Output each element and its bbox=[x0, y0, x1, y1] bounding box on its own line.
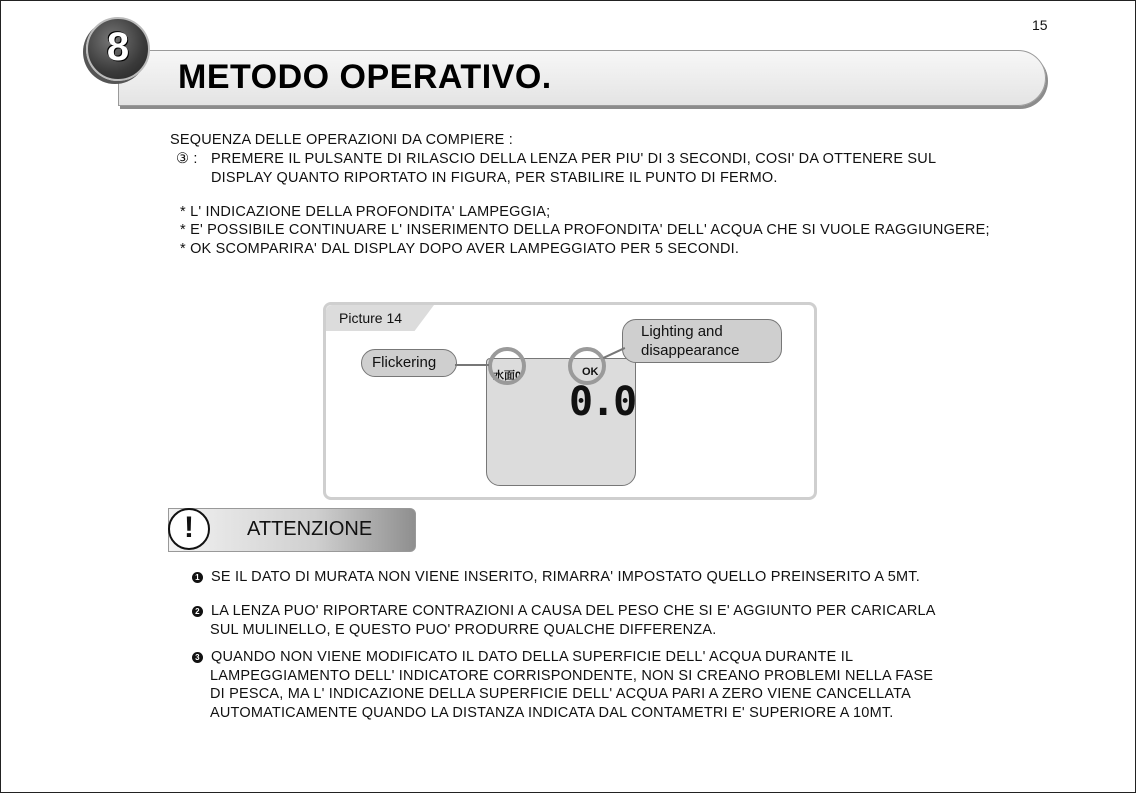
attention-item-2-line-1: LA LENZA PUO' RIPORTARE CONTRAZIONI A CAUSA DEL PESO CHE SI E' AGGIUNTO PER CARICARLA bbox=[211, 603, 936, 619]
page-title: METODO OPERATIVO. bbox=[178, 58, 552, 96]
attention-item-2-line-2: SUL MULINELLO, E QUESTO PUO' PRODURRE QUALCHE DIFFERENZA. bbox=[210, 622, 717, 638]
lcd-ok-indicator: OK bbox=[582, 366, 599, 378]
attention-label: ATTENZIONE bbox=[247, 518, 373, 540]
chapter-number: 8 bbox=[106, 25, 130, 69]
step-line-1: PREMERE IL PULSANTE DI RILASCIO DELLA LENZA PER PIU' DI 3 SECONDI, COSI' DA OTTENERE SUL bbox=[211, 151, 937, 167]
lighting-callout-line-2: disappearance bbox=[641, 342, 740, 359]
flickering-callout bbox=[361, 349, 457, 377]
attention-item-1 bbox=[192, 569, 920, 585]
bullet-number-icon: 1 bbox=[192, 572, 203, 583]
flickering-callout-label: Flickering bbox=[372, 354, 437, 371]
attention-item-1-line-1: SE IL DATO DI MURATA NON VIENE INSERITO, RIMARRA' IMPOSTATO QUELLO PREINSERITO A 5MT. bbox=[211, 569, 920, 585]
attention-item-3-line-4: AUTOMATICAMENTE QUANDO LA DISTANZA INDICATA DAL CONTAMETRI E' SUPERIORE A 10MT. bbox=[210, 705, 894, 721]
step-line-2: DISPLAY QUANTO RIPORTATO IN FIGURA, PER STABILIRE IL PUNTO DI FERMO. bbox=[211, 170, 778, 186]
note-2: * E' POSSIBILE CONTINUARE L' INSERIMENTO DELLA PROFONDITA' DELL' ACQUA CHE SI VUOLE RAGGIUNGERE; bbox=[180, 222, 990, 238]
attention-item-3-line-1: QUANDO NON VIENE MODIFICATO IL DATO DELLA SUPERFICIE DELL' ACQUA DURANTE IL bbox=[211, 649, 854, 665]
bullet-number-icon: 2 bbox=[192, 606, 203, 617]
picture-tab-label: Picture 14 bbox=[339, 310, 403, 326]
note-3: * OK SCOMPARIRA' DAL DISPLAY DOPO AVER LAMPEGGIATO PER 5 SECONDI. bbox=[180, 241, 740, 257]
chapter-badge bbox=[86, 17, 150, 81]
warning-icon: ! bbox=[168, 508, 210, 550]
lcd-depth-value: 0.0 bbox=[569, 379, 636, 425]
flickering-callout-line bbox=[455, 364, 489, 366]
attention-item-3 bbox=[192, 649, 853, 665]
step-marker: ③ : bbox=[176, 151, 198, 167]
attention-item-3-line-3: DI PESCA, MA L' INDICAZIONE DELLA SUPERFICIE DELL' ACQUA PARI A ZERO VIENE CANCELLATA bbox=[210, 686, 912, 702]
attention-item-3-line-2: LAMPEGGIAMENTO DELL' INDICATORE CORRISPONDENTE, NON SI CREANO PROBLEMI NELLA FASE bbox=[210, 668, 934, 684]
attention-item-2 bbox=[192, 603, 936, 619]
lighting-callout-line-1: Lighting and bbox=[641, 323, 723, 340]
lcd-surface-indicator: 水面0 bbox=[493, 370, 522, 382]
ok-highlight-ring bbox=[568, 347, 606, 385]
page-number: 15 bbox=[1032, 17, 1048, 33]
sequence-heading: SEQUENZA DELLE OPERAZIONI DA COMPIERE : bbox=[170, 132, 513, 148]
lighting-callout bbox=[622, 319, 782, 363]
surface-highlight-ring bbox=[488, 347, 526, 385]
picture-panel bbox=[323, 302, 817, 500]
bullet-number-icon: 3 bbox=[192, 652, 203, 663]
note-1: * L' INDICAZIONE DELLA PROFONDITA' LAMPEGGIA; bbox=[180, 204, 551, 220]
